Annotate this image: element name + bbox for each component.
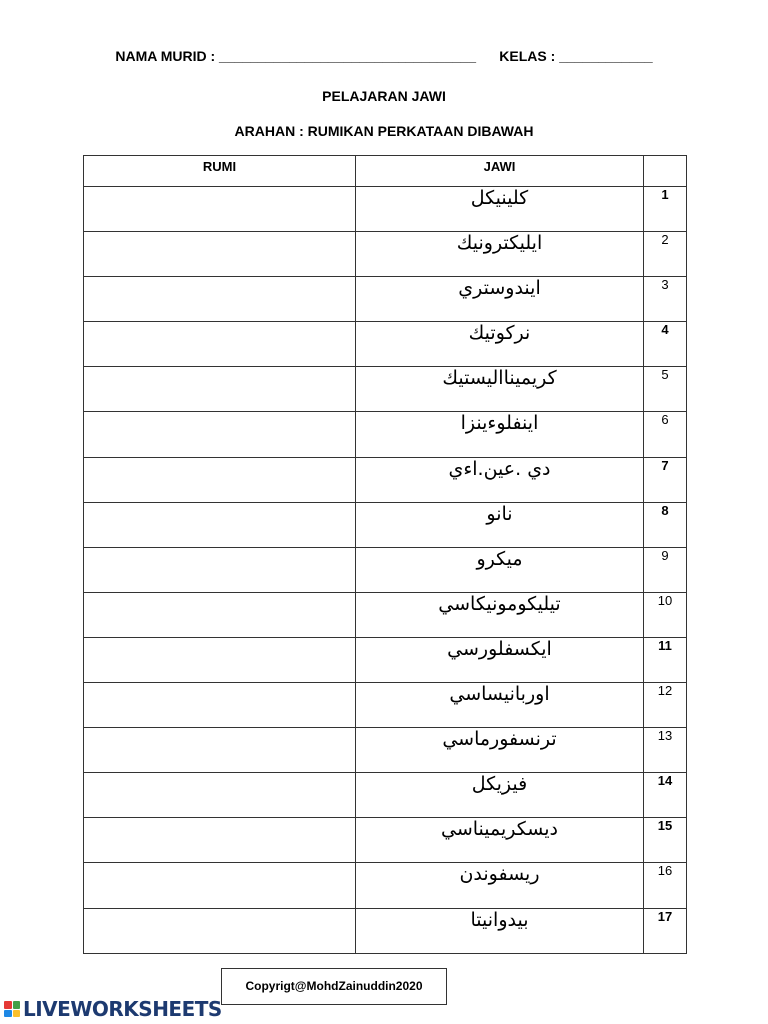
- row-number: 11: [644, 637, 687, 682]
- jawi-word: كلينيكل: [356, 187, 644, 232]
- table-row: [84, 863, 687, 908]
- rumi-answer-cell[interactable]: [84, 592, 356, 637]
- page-title: PELAJARAN JAWI: [322, 88, 446, 104]
- rumi-answer-cell[interactable]: [84, 232, 356, 277]
- table-row: [84, 683, 687, 728]
- table-row: [84, 187, 687, 232]
- rumi-answer-cell[interactable]: [84, 412, 356, 457]
- row-number: 17: [644, 908, 687, 953]
- jawi-word: كريمينااليستيك: [356, 367, 644, 412]
- table-row: [84, 367, 687, 412]
- rumi-answer-cell[interactable]: [84, 728, 356, 773]
- jawi-word: بيدوانيتا: [356, 908, 644, 953]
- row-number: 12: [644, 683, 687, 728]
- column-header-rumi: RUMI: [84, 156, 356, 187]
- table-row: [84, 818, 687, 863]
- rumi-answer-cell[interactable]: [84, 322, 356, 367]
- brand-name: LIVEWORKSHEETS: [23, 997, 222, 1021]
- row-number: 13: [644, 728, 687, 773]
- rumi-answer-cell[interactable]: [84, 547, 356, 592]
- rumi-answer-cell[interactable]: [84, 187, 356, 232]
- jawi-word: اينفلوءينزا: [356, 412, 644, 457]
- logo-square: [13, 1001, 21, 1009]
- jawi-word: ترنسفورماسي: [356, 728, 644, 773]
- row-number: 2: [644, 232, 687, 277]
- table-row: [84, 908, 687, 953]
- column-header-number: [644, 156, 687, 187]
- jawi-word: ديسكريميناسي: [356, 818, 644, 863]
- table-row: [84, 457, 687, 502]
- jawi-word: ايليكترونيك: [356, 232, 644, 277]
- column-header-jawi: JAWI: [356, 156, 644, 187]
- row-number: 4: [644, 322, 687, 367]
- table-row: [84, 412, 687, 457]
- table-row: [84, 322, 687, 367]
- table-row: [84, 592, 687, 637]
- row-number: 5: [644, 367, 687, 412]
- table-row: [84, 547, 687, 592]
- table-row: [84, 773, 687, 818]
- jawi-word: اوربانيساسي: [356, 683, 644, 728]
- row-number: 1: [644, 187, 687, 232]
- table-row: [84, 232, 687, 277]
- jawi-word: نركوتيك: [356, 322, 644, 367]
- jawi-word: دي .عين.اءي: [356, 457, 644, 502]
- table-row: [84, 637, 687, 682]
- student-info-line: NAMA MURID : _________________________________ KELAS : ____________: [115, 48, 653, 64]
- table-row: [84, 728, 687, 773]
- rumi-answer-cell[interactable]: [84, 457, 356, 502]
- row-number: 10: [644, 592, 687, 637]
- logo-square: [13, 1010, 21, 1018]
- jawi-word: فيزيكل: [356, 773, 644, 818]
- row-number: 16: [644, 863, 687, 908]
- liveworksheets-mark-icon: [4, 1001, 20, 1017]
- jawi-word: ايكسفلورسي: [356, 637, 644, 682]
- rumi-answer-cell[interactable]: [84, 818, 356, 863]
- row-number: 7: [644, 457, 687, 502]
- instruction: ARAHAN : RUMIKAN PERKATAAN DIBAWAH: [234, 123, 534, 139]
- jawi-word: ميكرو: [356, 547, 644, 592]
- row-number: 14: [644, 773, 687, 818]
- table-row: [84, 502, 687, 547]
- rumi-answer-cell[interactable]: [84, 502, 356, 547]
- row-number: 8: [644, 502, 687, 547]
- row-number: 6: [644, 412, 687, 457]
- rumi-answer-cell[interactable]: [84, 367, 356, 412]
- table-header-row: [84, 156, 687, 187]
- jawi-word: نانو: [356, 502, 644, 547]
- rumi-answer-cell[interactable]: [84, 683, 356, 728]
- row-number: 9: [644, 547, 687, 592]
- logo-square: [4, 1001, 12, 1009]
- rumi-answer-cell[interactable]: [84, 863, 356, 908]
- liveworksheets-logo: [4, 996, 222, 1022]
- table-row: [84, 277, 687, 322]
- row-number: 3: [644, 277, 687, 322]
- row-number: 15: [644, 818, 687, 863]
- jawi-word: ايندوستري: [356, 277, 644, 322]
- jawi-word: تيليكومونيكاسي: [356, 592, 644, 637]
- rumi-answer-cell[interactable]: [84, 637, 356, 682]
- jawi-word: ريسفوندن: [356, 863, 644, 908]
- rumi-answer-cell[interactable]: [84, 908, 356, 953]
- rumi-answer-cell[interactable]: [84, 773, 356, 818]
- logo-square: [4, 1010, 12, 1018]
- copyright-box: Copyrigt@MohdZainuddin2020: [221, 968, 447, 1005]
- rumi-answer-cell[interactable]: [84, 277, 356, 322]
- worksheet-table: [83, 155, 687, 954]
